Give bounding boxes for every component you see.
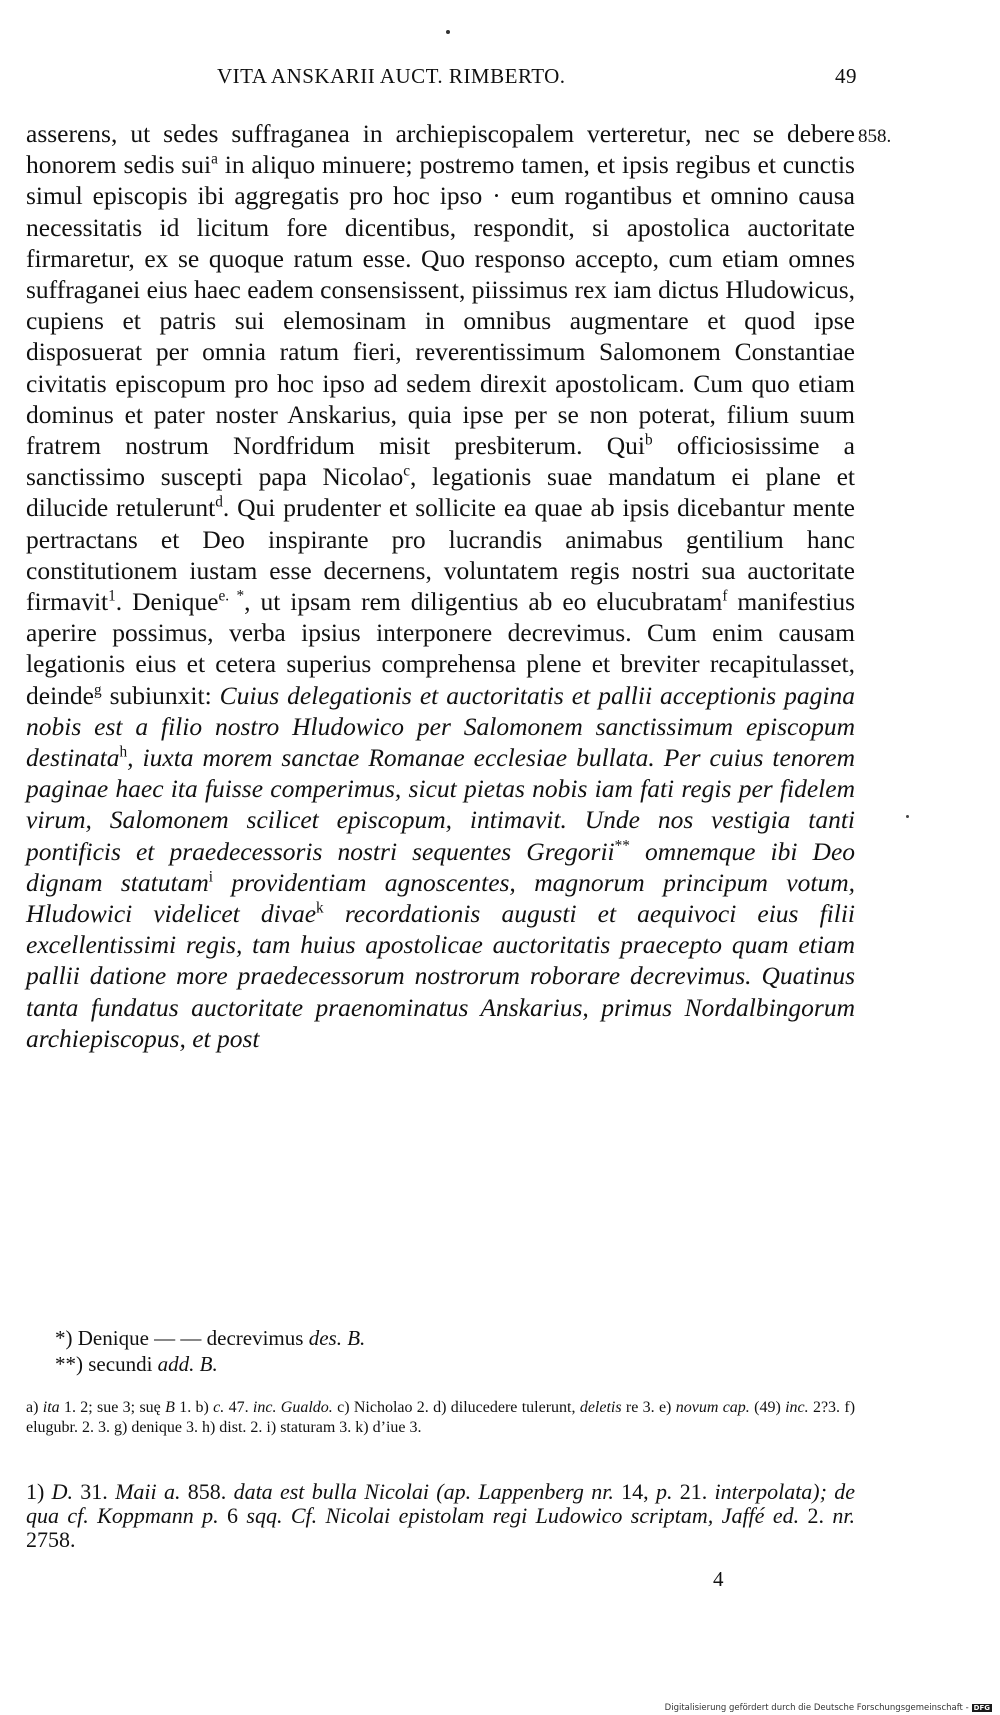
apparatus-segment: a)	[26, 1399, 43, 1416]
main-text-segment: b	[644, 431, 653, 449]
footnote-segment: interpolata); de qua cf. Koppmann p.	[26, 1479, 856, 1528]
main-text-segment: k	[316, 899, 324, 917]
star-note-text: secundi	[83, 1352, 158, 1376]
main-text-segment: Cuius delegationis et auctoritatis et pallii acceptionis pagina nobis est a filio nostro Hludowico per Salomonem sanctissimum episcopum destinata	[26, 680, 855, 773]
main-text-segment: a	[211, 150, 218, 168]
dfg-logo: DFG	[973, 1704, 990, 1712]
footnote-segment: sqq. Cf. Nicolai epistolam regi Ludowico scriptam, Jaffé ed.	[246, 1503, 800, 1528]
main-text-segment: , legationis suae mandatum ei plane et dilucide retulerunt	[26, 462, 855, 523]
footnote-segment: data est bulla Nicolai (ap. Lappenberg nr.	[233, 1479, 614, 1504]
apparatus-segment: c.	[213, 1399, 225, 1416]
star-notes	[55, 1325, 755, 1377]
star-note-mark: **)	[55, 1352, 83, 1376]
apparatus-segment: (49)	[749, 1399, 786, 1416]
footnote-segment: 21.	[672, 1479, 715, 1504]
star-note-siglum: add. B.	[157, 1352, 218, 1376]
apparatus-segment: deletis	[579, 1399, 622, 1416]
main-text-segment: officiosissime a sanctissimo suscepti papa Nicolao	[26, 431, 855, 492]
star-note-siglum: des. B.	[308, 1326, 366, 1350]
star-note-text: Denique — — decrevimus	[72, 1326, 309, 1350]
apparatus-segment: inc.	[785, 1399, 809, 1416]
main-text-segment: . Denique	[115, 587, 219, 617]
digitization-credit	[665, 1703, 992, 1713]
main-text-segment: recordationis augusti et aequivoci eius filii excellentissimi regis, tam huius apostolicae auctoritatis praecepto quam etiam pallii datione more praedecessorum nostrorum roborare decrevimus. Quatinus tanta fundatus auctoritate praenominatus Anskarius, primus Nordalbingorum archiepiscopus, et post	[26, 899, 855, 1053]
critical-apparatus	[26, 1398, 855, 1438]
apparatus-segment: inc. Gualdo.	[252, 1399, 333, 1416]
main-text-segment: c	[403, 462, 411, 480]
running-title: VITA ANSKARII AUCT. RIMBERTO.	[217, 64, 566, 88]
main-text-segment: g	[93, 681, 102, 699]
apparatus-segment: B	[165, 1399, 175, 1416]
main-text-segment: subiunxit:	[101, 680, 220, 710]
footnote-segment: 2.	[799, 1503, 833, 1528]
main-text-segment: h	[119, 743, 128, 761]
footnote-segment: 858.	[180, 1479, 234, 1504]
star-note	[55, 1351, 755, 1377]
main-text-segment: , iuxta morem sanctae Romanae ecclesiae bullata. Per cuius tenorem paginae haec ita fuisse comperimus, sicut pietas nobis iam fati regis per fidelem virum, Salomonem scilicet episcopum, intimavit. Unde nos vestigia tanti pontificis et praedecessoris nostri sequentes Gregorii	[26, 743, 855, 866]
main-text	[26, 118, 855, 1054]
main-text-segment: manifestius aperire possimus, verba ipsius interponere decrevimus. Cum enim causam legationis eius et cetera superius comprehensa plene et breviter recapitulasset, deinde	[26, 587, 855, 710]
signature-mark: 4	[713, 1567, 724, 1591]
main-text-segment: providentiam agnoscentes, magnorum principum votum, Hludowici videlicet divae	[26, 867, 855, 929]
apparatus-segment: 2?3. f) elugubr. 2. 3. g) denique 3. h) dist. 2. i) staturam 3. k) d’iue 3.	[26, 1399, 856, 1436]
margin-year: 858.	[858, 126, 892, 147]
footnote-segment: nr.	[832, 1503, 855, 1528]
apparatus-segment: re 3. e)	[621, 1399, 676, 1416]
footnote-segment: p.	[655, 1479, 673, 1504]
footnote-segment: 6	[218, 1503, 247, 1528]
footnote-segment: 31.	[73, 1479, 116, 1504]
main-text-segment: f	[722, 587, 728, 605]
main-text-segment: e. *	[218, 587, 245, 605]
main-text-segment: , ut ipsam rem diligentius ab eo elucubratam	[244, 587, 723, 617]
footnote-segment: 1)	[26, 1479, 52, 1504]
main-text-segment: d	[215, 493, 223, 511]
main-text-segment: asserens, ut sedes suffraganea in archiepiscopalem verteretur, nec se debere honorem sedis sui	[26, 119, 855, 180]
apparatus-segment: novum cap.	[675, 1399, 750, 1416]
footnote-segment: Maii a.	[115, 1479, 181, 1504]
margin-speck	[906, 815, 909, 818]
footnote-segment: D.	[51, 1479, 74, 1504]
footnote-segment: 14,	[613, 1479, 656, 1504]
main-text-segment: in aliquo minuere; postremo tamen, et ipsis regibus et cunctis simul episcopis ibi aggregatis pro hoc ipso · eum rogantibus et omnino causa necessitatis id licitum fore dicentibus, respondit, si apostolica auctoritate firmaretur, ex se quoque ratum esse. Quo responso accepto, cum etiam omnes suffraganei eius haec eadem consensissent, piissimus rex iam dictus Hludowicus, cupiens et patris sui elemosinam in omnibus augmentare et quod ipse disposuerat per omnia ratum fieri, reverentissimum Salomonem Constantiae civitatis episcopum pro hoc ipso ad sedem direxit apostolicam. Cum quo etiam dominus et pater noster Anskarius, quia ipse per se non poterat, filium suum fratrem nostrum Nordfridum misit presbiterum. Qui	[26, 150, 855, 461]
apparatus-segment: 47.	[224, 1399, 253, 1416]
apparatus-segment: c) Nicholao 2. d) dilucedere tulerunt,	[332, 1399, 580, 1416]
main-text-segment: 1	[108, 587, 116, 605]
star-note-mark: *)	[55, 1326, 73, 1350]
apparatus-segment: ita	[42, 1399, 60, 1416]
main-text-segment: omnemque ibi Deo dignam statutam	[26, 836, 856, 897]
star-note	[55, 1325, 755, 1351]
print-speck	[446, 30, 450, 34]
credit-text: Digitalisierung gefördert durch die Deutsche Forschungsgemeinschaft -	[664, 1703, 969, 1713]
page-number: 49	[835, 64, 857, 88]
footnote-segment: 2758.	[26, 1527, 76, 1552]
apparatus-segment: 1. 2; sue 3; suę	[59, 1399, 166, 1416]
main-text-segment: **	[614, 837, 630, 855]
footnote	[26, 1480, 855, 1552]
main-text-segment: . Qui prudenter et sollicite ea quae ab ipsis dicebantur mente pertractans et Deo inspirante pro lucrandis animabus gentilium hanc constitutionem iustam esse decernens, voluntatem regis nostri sua auctoritate firmavit	[26, 493, 855, 617]
main-text-segment: i	[208, 868, 213, 886]
apparatus-segment: 1. b)	[174, 1399, 214, 1416]
